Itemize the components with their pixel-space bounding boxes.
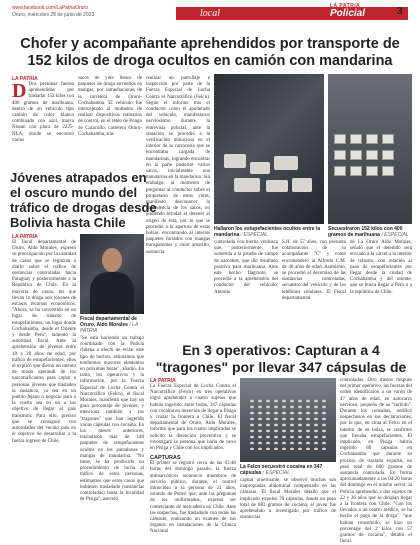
story1-photo-packages	[328, 74, 412, 224]
section-label: local	[200, 8, 220, 19]
story1-text-1: D Dos personas fueron aprehendidas por trasladar 152 kilos con 400 gramos de marihuana, dentro de un vehículo tipo camión de color blanco combinado con azul, marca Nissan con placa de 2225-NLA, donde se encontró varios	[12, 80, 74, 143]
package-shape	[382, 166, 394, 176]
package-shape	[334, 166, 346, 176]
package-shape	[382, 134, 394, 144]
story2-byline: LA PATRIA	[12, 234, 38, 240]
story3-subhead: CAPTURAS	[150, 455, 181, 462]
dropcap: D	[12, 80, 27, 102]
package-shape	[382, 150, 394, 160]
package-shape	[366, 150, 378, 160]
brand-main: Policial	[330, 8, 366, 19]
story1-photo2-caption: Secuestraron 152 kilos con 400 gramos de marihuana / ESPECIAL	[328, 226, 409, 238]
story1-col4	[214, 240, 278, 336]
story2-text-1: El fiscal departamental de Oruro, Aldo Morales, expresó su preocupación por la cantidad de casos que se registran a diario sobre el tráfico de sustancias controladas hacia Paraguay y posteriormente a la República de Chile. En la mayoría de casos, los que llevan la droga son jóvenes de escasos recursos económicos. "Ahora, se ha convertido en un lugar de tránsito de estupefacientes, un lugar donde Cochabamba, desde el Oriente y desde Perú", lamentó la autoridad fiscal. Ante la aprehensión de jóvenes entre 18 a 28 años de edad, por tráfico de estupefacientes, ellos el explicó que dieron un intento de modo operandi de los narcotraficantes para captar a personas jóvenes que trasladen la sustancia, ya sea en un pueblo lejano o negocio para a la vuelta sea en un a los objetivo de llegar al país transmitir. Para ello, precisó que se consiguió con autoridades del vecino país en el objetivo de desarrollar a la fuerza ingreso de Chile,	[12, 240, 76, 444]
story3-text-2: capital oruerioante, se observó muchas son inapropiadas abdominal compensado en las cámaras. El fiscal Morales detalló que el implicado expulsó 70 cápsulas, dando un peso total de 883 gramos de cocaína; el joven fue aprehendido a investigado por tráfico de sustancias	[240, 478, 336, 521]
package-shape	[366, 134, 378, 144]
story1-byline: LA PATRIA	[12, 76, 38, 82]
bag-shape	[266, 180, 288, 192]
story3-text-3: controladas. Otro menos después del primer operativo, las fuerzas del orden identificaron a un varón de 47 años de edad, en autocarro nervioso, pequeño de su "turbido". Durante los consultas, notificó sospechosos en sus declaraciones, por lo que, en cinta al Felcn en el interior de su bolsa, se confirmó que llevaba estupefacientes. El implicado, en Pisiga habría ingerido 80 cápsulas en Cochabamba que durante su proceso de traslado expulsó, un peso total de 860 gramos de sustancia controlada. En forma aproximadamente a las 04:20 horas del domingo en el mismo sector, la Policía aprehendió a dos sujetos de 22 y 26 años que se dirigían llegar a la frontera con Chile. "Con los llevados a un centro médico, se ha hecho el pago de la droga". "que habían consumido, se hizo un porcentaje del 2 kilos con 57 gramos de cocaína", detalló el fiscal.	[340, 378, 412, 545]
story3-photo-caption: La Felcn secuestró cocaína en 347 cápsulas / ESPECIAL	[240, 464, 323, 476]
story2-col2	[80, 336, 144, 524]
story3-byline: LA PATRIA	[150, 378, 176, 384]
story1-col2	[78, 76, 142, 160]
package-shape	[334, 134, 346, 144]
story2-col1	[12, 234, 76, 524]
story3-col3	[340, 378, 412, 545]
bag-shape	[250, 162, 270, 174]
bag-shape	[234, 178, 260, 192]
story2-headline: Jóvenes atrapados en el oscuro mundo del tráfico de drogas desde Bolivia hasta Chile	[10, 170, 157, 230]
story1-text-4: controlada con hierba verdusca que, posteriormente, fue sometida a la prueba de campo de narcotest, que dio resultado positivo para marihuana. Ante este hecho flagrante, se procedió a la aprehensión del conductor del vehículo, Antonio	[214, 240, 278, 295]
story1-photo-drugs-truck	[214, 74, 324, 224]
torso-shape	[90, 272, 134, 314]
bag-shape	[292, 178, 312, 192]
page-header	[0, 0, 420, 26]
story1-text-6: de La Oruro Aldo Morales, señaló que el detenido será enviado a la cárcel a la interior de tránsito, con relación al paso de estupefacientes por llegar desde la ciudad de Cochabamba y del oriente, que se busca llegar a Perú o a la república de Chile.	[350, 240, 412, 295]
head-shape	[102, 248, 122, 272]
story2-photo-fiscal	[80, 234, 144, 314]
bag-shape	[224, 154, 246, 168]
story1-col1	[12, 76, 74, 160]
story1-headline: Chofer y acompañante aprehendidos por transporte de 152 kilos de droga ocultos en camión con mandarina	[20, 36, 400, 69]
story2-photo-caption: Fiscal departamental de Oruro, Aldo Morales / LA PATRIA	[80, 316, 138, 334]
capsules-pattern	[248, 398, 328, 450]
story1-text-3: realizar un patrullaje e inspección por parte de la Fuerza Especial de Lucha Contra el Narcotráfico (Felcn). Según el informe tras el conductor como el apoderado del vehículo, manifestaron nerviosismo durante la entrevista policial, ante la situación se procedió a la verificación minuciosa en el interior de la carrocería que se encontraba cargada de mandarinas, logrando encontrar en la parte posterior varios sacos, inicialmente una mandarina en la mandarina. Sin embargo, al momento de preguntar al conductor sobre el propietario de estos yutes, manifestó desconocer la procedencia de los sacos, no pudiendo brindar al detener el origen de ésta, por lo que se procedió a la apertura de estas bolsas, encontrando al interior paquetes forrados con mangas transparentes y color amarillo, sustancia	[146, 76, 210, 255]
package-shape	[350, 166, 362, 176]
facebook-url[interactable]: www.facebook.com/LaPatriaOruro	[12, 5, 88, 11]
page-number: 3	[397, 6, 403, 17]
edition-date: Oruro, miércoles 28 de junio de 2023	[12, 12, 95, 18]
story3-photo-capsules	[240, 378, 336, 462]
story1-text-2: sacos de yute llenos de paquetes de droga envueltos en mangas, por inmediaciones de la carretera de Oruro-Cochabamba. El vehículo fue interceptado al momento de realizar dispositivos rutinarios de control, en el retén de Pongo de Caracollo, carretera Oruro-Cochabamba, tras	[78, 76, 142, 137]
bag-shape	[274, 156, 298, 170]
story3-text-1: La Fuerza Especial de Lucha Contra el Narcotráfico (Felcn) en tres operativos logró aprehender a cuatro sujetos que habían ingerido, entre todos, 347 cápsulas con cocaína en intención de llegar a Pisiga y cruzar la frontera a Chile. El fiscal departamental de Oruro, Aldo Morales, informó que para los cuatro implicados se solicitó la detención preventiva y se investigará la persona que haría de nexo en Pisiga y Chile con los implicados.	[150, 384, 236, 452]
story3-text-1b: El primer se registró cerca de las 03:40 horas del domingo pasado, la fuerza antinarcóticos reconoció miembros de servicio público, durante, el control minucioso a la persona de 21 años, oriundo de Potosí que, ante las preguntas de los uniformados, expresó ser comerciante de mercadería en Chile. Ante las sospechas, fue trasladado con todas las cámaras, realizando un examen de sus órganos en instalaciones de la Clínica Nacional	[150, 461, 236, 535]
package-shape	[366, 166, 378, 176]
story1-photo1-caption: Hallaron los estupefacientes ocultos entre la mandarina / ESPECIAL	[214, 226, 321, 238]
story2-text-2: "Se está haciendo un trabajo coordinado con la Policía chilena a efecto de evitar este tipo de hechos, estimamos que tendremos mayores elementos en próximas horas", añadió. En tanto, los operativos y la información, por la Fuerza Especial de Lucha Contra el Narcotráfico (Felcn), el fiscal Morales, manifestó que hay un gran porcentaje de jóvenes, y menciona también a los "tragones" que han ingerido varias cápsulas con cocaína. En los meses anteriores, trasladaron más de 140 paquetes de estupefacientes ocultos en los pantalones y mangas de mandarina. "No tiene, se ha producido un procedimiento de lucha al tráfico de estos personas, estimamos que estos casos que hubiesen trasladado (sustancias controladas) hasta la localidad de Pisiga", aseveró.	[80, 336, 144, 503]
story1-col6	[350, 240, 412, 336]
package-shape	[350, 150, 362, 160]
package-shape	[350, 134, 362, 144]
story3-col1	[150, 378, 236, 535]
story1-text-5: S.H. de 57 años, con presunta colaboración de su acompañante "C" y como encomendero al Alfredo C.M. de 40 años de edad. Asimismo, se procedió al decomiso de las sustancias controladas, secuestro del vehículo y de los teléfonos celulares. El Fiscal departamental	[282, 240, 346, 301]
story1-col5	[282, 240, 346, 336]
story3-col2	[240, 478, 336, 524]
story3-headline: En 3 operativos: Capturan a 4 "tragones" por llevar 347 cápsulas de	[155, 342, 407, 375]
package-shape	[334, 150, 346, 160]
brand-top: LA PATRIA	[330, 3, 361, 9]
